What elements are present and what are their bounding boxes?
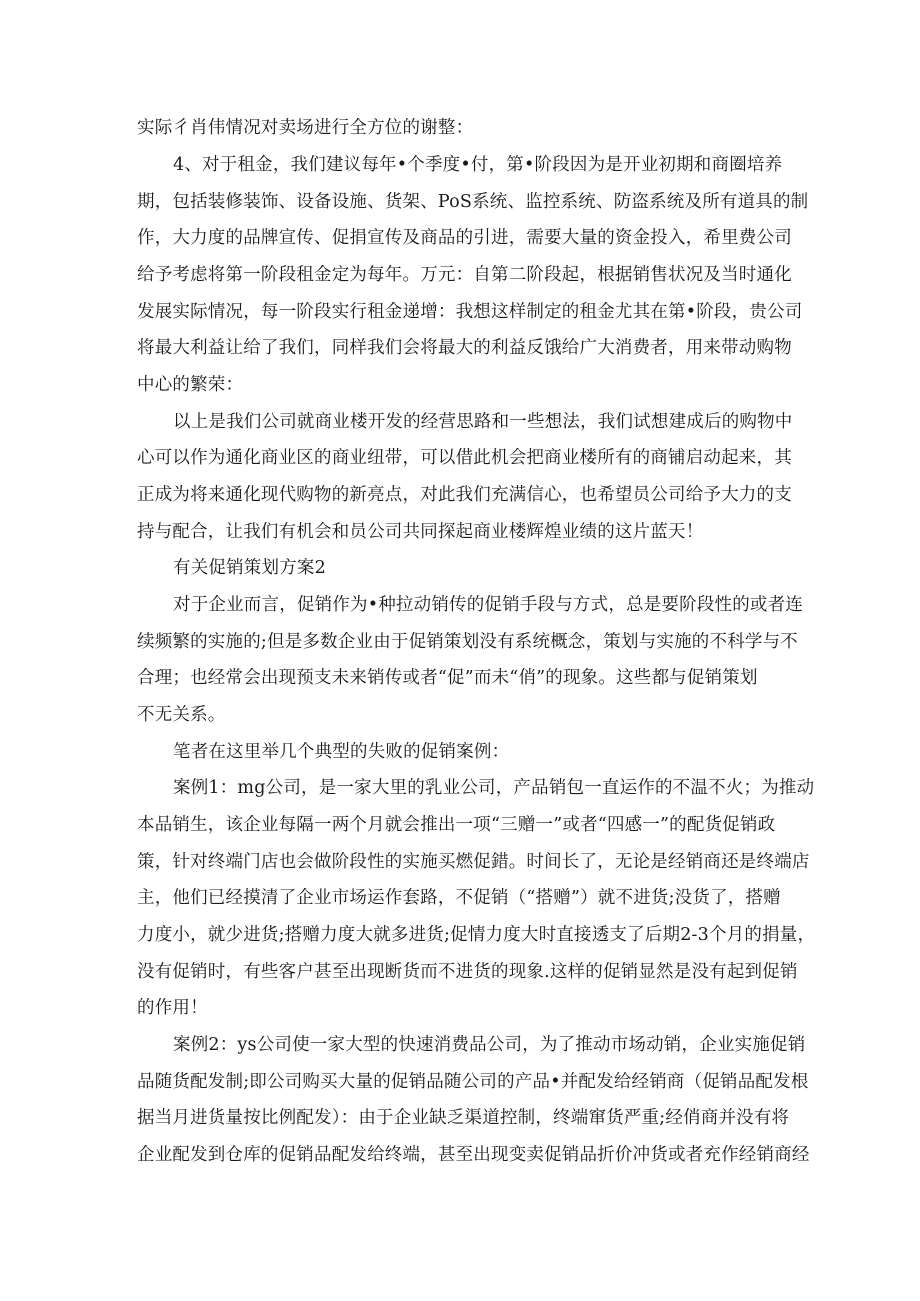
text-line: 没有促销时，有些客户甚至出现断货而不进货的现象.这样的促销显然是没有起到促销: [137, 962, 798, 982]
text-line: 案例1：mg公司，是一家大里的乳业公司，产品销包一直运作的不温不火；为推动: [173, 778, 815, 798]
text-line: 不无关系。: [137, 705, 226, 725]
text-line: 本品销生，该企业每隔一两个月就会推出一项“三赠一”或者“四感一”的配货促销政: [137, 815, 776, 835]
text-line: 实际彳肖伟情况对卖场进行全方位的谢整：: [137, 118, 474, 138]
text-line: 中心的繁荣：: [137, 375, 244, 395]
text-line: 对于企业而言，促销作为•种拉动销传的促销手段与方式，总是要阶段性的或者连: [173, 595, 804, 615]
text-line: 作，大力度的品牌宣传、促捐宣传及商品的引进，需要大量的资金投入，希里费公司: [137, 228, 792, 248]
text-line: 案例2：ys公司使一家大型的快速消费品公司，为了推动市场动销，企业实施促销: [173, 1035, 806, 1055]
text-line: 给予考虑将第一阶段租金定为每年。万元：自第二阶段起，根据销售状况及当时通化: [137, 265, 792, 285]
text-line: 据当月进货量按比例配发）：由于企业缺乏渠道控制，终端窜货严重;经俏商并没有将: [137, 1108, 790, 1128]
text-line: 策，针对终端门店也会做阶段性的实施买燃促錯。时间长了，无论是经销商还是终端店: [137, 852, 810, 872]
text-line: 续频繁的实施的;但是多数企业由于促销策划没有系统概念，策划与实施的不科学与不: [137, 632, 798, 652]
text-line: 品随货配发制;即公司购买大量的促销品随公司的产品•并配发给经销商（促销品配发根: [137, 1072, 809, 1092]
text-line: 正成为将来通化现代购物的新亮点，对此我们充满信心，也希望员公司给予大力的支: [137, 485, 792, 505]
text-line: 笔者在这里举几个典型的失败的促销案例：: [173, 742, 510, 762]
text-line: 主，他们已经摸清了企业市场运作套路，不促销（“搭赠”）就不进货;没货了，搭赠: [137, 888, 781, 908]
text-line: 企业配发到仓库的促销品配发给终端，甚至出现变卖促销品折价冲货或者充作经销商经: [137, 1145, 810, 1165]
section-heading: 有关促销策划方案2: [173, 558, 326, 578]
text-line: 以上是我们公司就商业楼开发的经营思路和一些想法，我们试想建成后的购物中: [173, 412, 793, 432]
text-line: 期，包括装修装饰、设备设施、货架、PoS系统、监控系统、防盗系统及所有道具的制: [137, 192, 809, 212]
text-line: 发展实际情况，每一阶段实行租金递增：我想这样制定的租金尤其在第•阶段，贵公司: [137, 302, 803, 322]
text-line: 的作用！: [137, 998, 208, 1018]
text-line: 合理；也经常会出现预支未来销传或者“促”而未“俏”的现象。这些都与促销策划: [137, 668, 758, 688]
text-line: 持与配合，让我们有机会和员公司共同探起商业楼辉煌业绩的这片蓝天！: [137, 522, 704, 542]
text-line: 4、对于租金，我们建议每年•个季度•付，第•阶段因为是开业初期和商圈培养: [173, 155, 783, 175]
text-line: 心可以作为通化商业区的商业纽带，可以借此机会把商业楼所有的商铺启动起来，其: [137, 448, 792, 468]
text-line: 力度小，就少进货;搭赠力度大就多进货;促情力度大时直接透支了后期2-3个月的捐量，: [137, 925, 816, 945]
text-line: 将最大利益让给了我们，同样我们会将最大的利益反饿给广大消费者，用来带动购物: [137, 338, 792, 358]
